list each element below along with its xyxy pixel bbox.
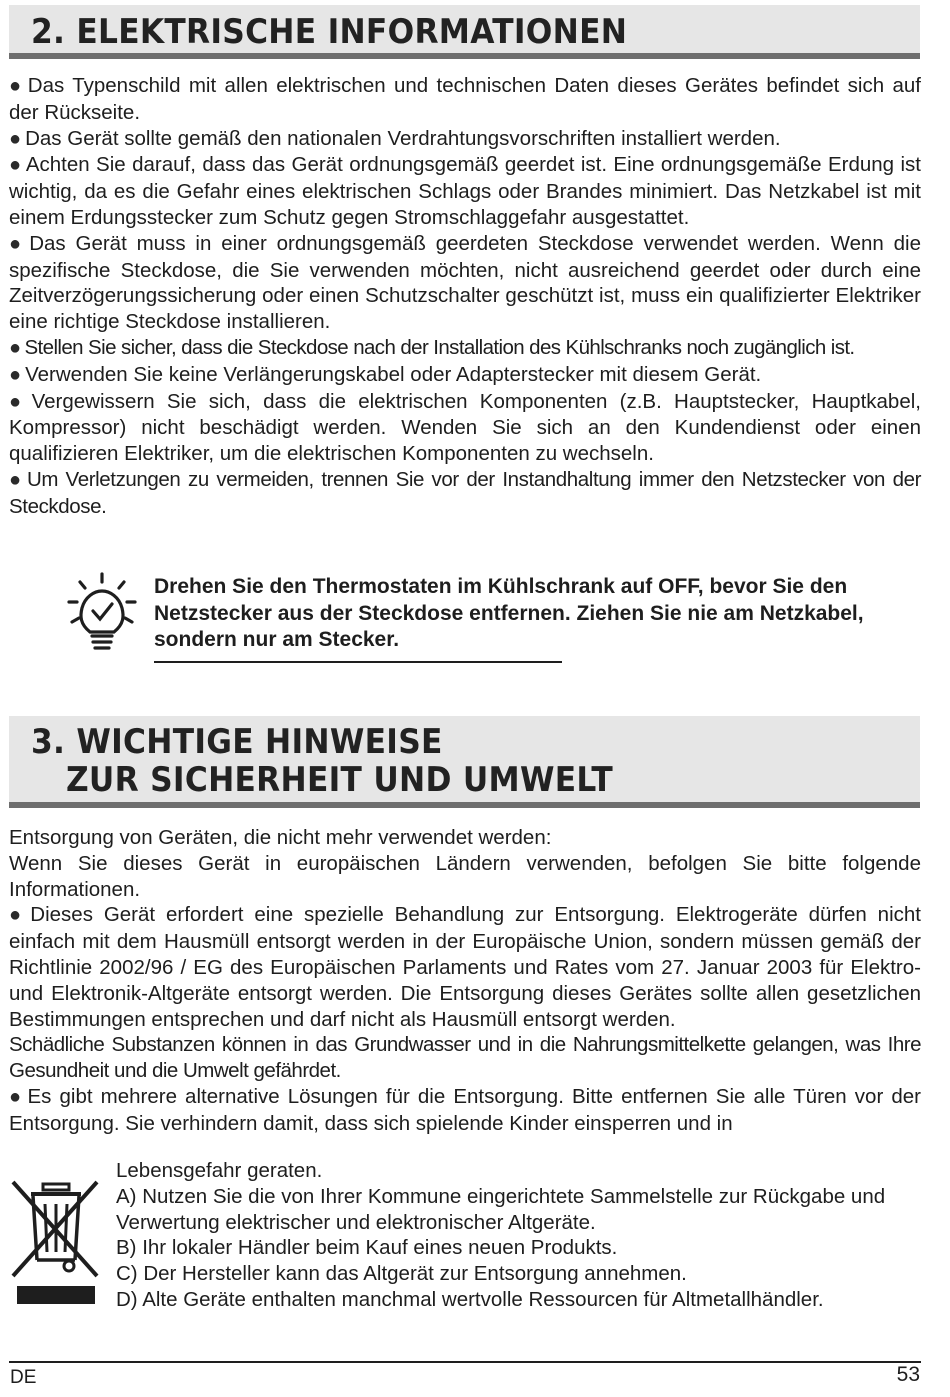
- list-item: C) Der Hersteller kann das Altgerät zur Entsorgung annehmen.: [116, 1262, 687, 1286]
- list-item: ● Achten Sie darauf, dass das Gerät ordnungsgemäß geerdet ist. Eine ordnungsgemäße Erdung ist wichtig, da es die Gefahr eines elektrischen Schlags oder Brandes minimiert. Das Netzkabel ist mit einem Erdungsstecker zum Schutz gegen Stromschlaggefahr ausgestattet.: [9, 153, 921, 229]
- intro-text: Entsorgung von Geräten, die nicht mehr verwendet werden:: [9, 826, 552, 849]
- environment-info: [9, 825, 921, 1137]
- list-item: ● Das Typenschild mit allen elektrischen und technischen Daten dieses Gerätes befindet sich auf der Rückseite.: [9, 74, 921, 124]
- list-item: ● Verwenden Sie keine Verlängerungskabel oder Adapterstecker mit diesem Gerät.: [9, 362, 762, 386]
- bullet-icon: ●: [9, 154, 22, 177]
- section-3-title-line1: 3. WICHTIGE HINWEISE: [31, 722, 443, 762]
- list-item: ● Vergewissern Sie sich, dass die elektrischen Komponenten (z.B. Hauptstecker, Hauptkabel, Kompressor) nicht beschädigt werden. Wenden Sie sich an den Kundendienst oder einen qualifizieren Elektriker, um die elektrischen Komponenten zu wechseln.: [9, 389, 921, 466]
- list-item: ● Das Gerät muss in einer ordnungsgemäß geerdeten Steckdose verwendet werden. Wenn die spezifische Steckdose, die Sie verwenden möchten, nicht ausreichend geerdet oder durch eine Zeitverzögerungssicherung oder einen Schutzschalter geschützt ist, muss ein qualifizierter Elektriker eine richtige Steckdose installieren.: [9, 231, 921, 334]
- bullet-icon: ●: [9, 232, 26, 255]
- page-number: 53: [896, 1363, 920, 1386]
- list-item: A) Nutzen Sie die von Ihrer Kommune eingerichtete Sammelstelle zur Rückgabe und Verwertung elektrischer und elektronischer Altgeräte.: [116, 1184, 886, 1234]
- list-item: D) Alte Geräte enthalten manchmal wertvolle Ressourcen für Altmetallhändler.: [116, 1287, 824, 1311]
- footer-language: DE: [10, 1367, 37, 1388]
- bullet-icon: ●: [9, 336, 21, 359]
- bullet-icon: ●: [9, 75, 24, 97]
- tip-underline: [154, 661, 562, 663]
- list-item: ● Es gibt mehrere alternative Lösungen für die Entsorgung. Bitte entfernen Sie alle Türen vor der Entsorgung. Sie verhindern damit, dass sich spielende Kinder einsperren und in: [9, 1084, 921, 1135]
- list-item: B) Ihr lokaler Händler beim Kauf eines neuen Produkts.: [116, 1236, 618, 1260]
- disposal-options: [116, 1158, 926, 1313]
- bullet-icon: ●: [9, 363, 22, 386]
- section-2-title: 2. ELEKTRISCHE INFORMATIONEN: [31, 12, 628, 52]
- intro-text: Wenn Sie dieses Gerät in europäischen Ländern verwenden, befolgen Sie bitte folgende Informationen.: [9, 851, 921, 901]
- bullet-icon: ●: [9, 468, 23, 491]
- list-item: ● Stellen Sie sicher, dass die Steckdose nach der Installation des Kühlschranks noch zugänglich ist.: [9, 335, 855, 359]
- section-3-title-line2: ZUR SICHERHEIT UND UMWELT: [65, 760, 614, 800]
- list-item: ● Dieses Gerät erfordert eine spezielle Behandlung zur Entsorgung. Elektrogeräte dürfen nicht einfach mit dem Hausmüll entsorgt werden in der Europäische Union, sondern müssen gemäß der Richtlinie 2002/96 / EG des Europäischen Parlaments und Rates vom 27. Januar 2003 für Elektro- und Elektronik-Altgeräte entsorgt werden. Die Entsorgung dieses Gerätes sollte allen gesetzlichen Bestimmungen entsprechen und darf nicht als Hausmüll entsorgt werden.: [9, 903, 921, 1031]
- list-item: ● Das Gerät sollte gemäß den nationalen Verdrahtungsvorschriften installiert werden.: [9, 126, 781, 150]
- list-item: ● Um Verletzungen zu vermeiden, trennen Sie vor der Instandhaltung immer den Netzstecker von der Steckdose.: [9, 467, 922, 518]
- bullet-icon: ●: [9, 127, 22, 150]
- electrical-info-list: [9, 73, 921, 520]
- bullet-icon: ●: [9, 904, 27, 927]
- section-3-title: [31, 723, 849, 799]
- bullet-icon: ●: [9, 1085, 24, 1108]
- list-item: Lebensgefahr geraten.: [116, 1159, 323, 1182]
- section-2-header: [9, 5, 920, 59]
- bullet-icon: ●: [9, 390, 28, 413]
- harmful-substances-text: Schädliche Substanzen können in das Grundwasser und in die Nahrungsmittelkette gelangen, was Ihre Gesundheit und die Umwelt gefährdet.: [9, 1033, 921, 1083]
- tip-text: Drehen Sie den Thermostaten im Kühlschrank auf OFF, bevor Sie den Netzstecker aus der Steckdose entfernen. Ziehen Sie nie am Netzkabel, sondern nur am Stecker.: [154, 575, 864, 651]
- weee-crossed-bin-icon: [11, 1178, 101, 1308]
- section-3-header: [9, 716, 920, 808]
- footer-divider: [9, 1361, 921, 1363]
- lightbulb-check-icon: [66, 572, 138, 654]
